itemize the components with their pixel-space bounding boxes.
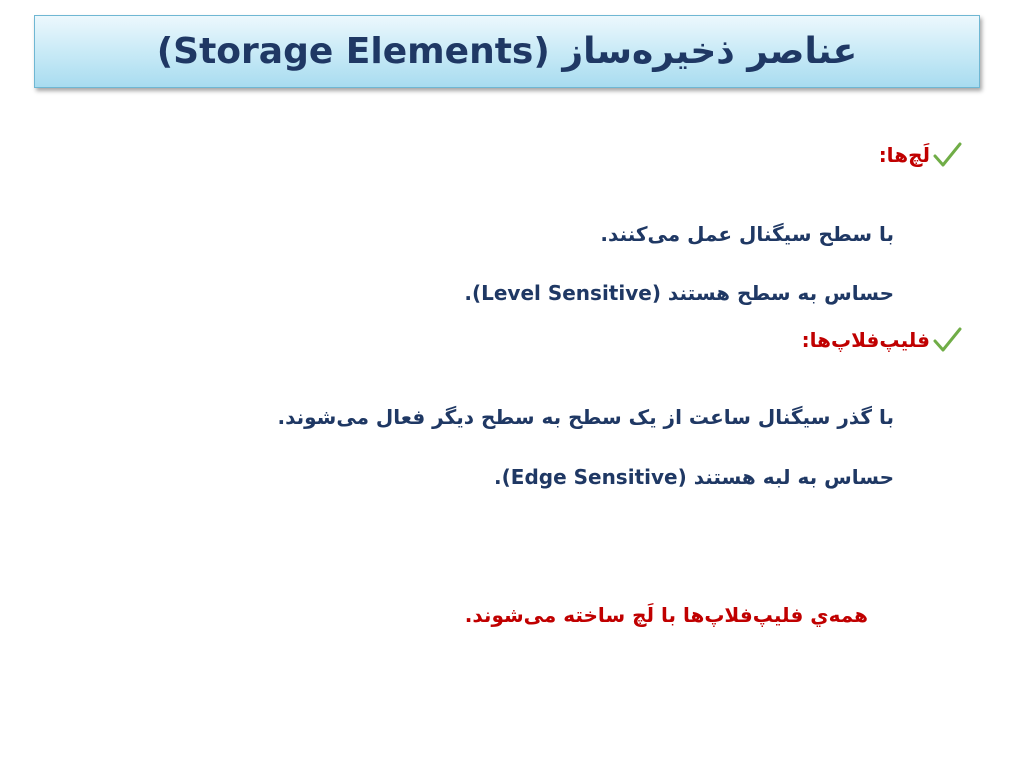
title-banner [34, 15, 980, 88]
checkmark-icon [932, 326, 962, 354]
edge-sensitive-term: Edge Sensitive [510, 465, 678, 489]
latches-heading: لَچ‌ها: [878, 143, 930, 167]
latches-heading-row [879, 141, 962, 169]
flipflops-line-1: با گذر سیگنال ساعت از یک سطح به سطح دیگر فعال می‌شوند. [277, 405, 894, 429]
latches-line-2-suffix: ). [464, 281, 482, 305]
checkmark-icon [932, 141, 962, 169]
latches-line-2 [464, 281, 894, 305]
level-sensitive-term: Level Sensitive [481, 281, 652, 305]
slide-title: عناصر ذخیره‌ساز (Storage Elements) [156, 31, 858, 72]
flipflops-line-2-prefix: حساس به لبه هستند ( [677, 465, 894, 489]
summary-note: همه‌ي فلیپ‌فلاپ‌ها با لَچ ساخته می‌شوند. [464, 603, 868, 627]
flipflops-line-2 [494, 465, 894, 489]
latches-line-1: با سطح سیگنال عمل می‌کنند. [600, 222, 894, 246]
flipflops-line-2-suffix: ). [494, 465, 511, 489]
flipflops-heading: فلیپ‌فلاپ‌ها: [801, 328, 930, 352]
latches-line-2-prefix: حساس به سطح هستند ( [651, 281, 894, 305]
flipflops-heading-row [802, 326, 962, 354]
